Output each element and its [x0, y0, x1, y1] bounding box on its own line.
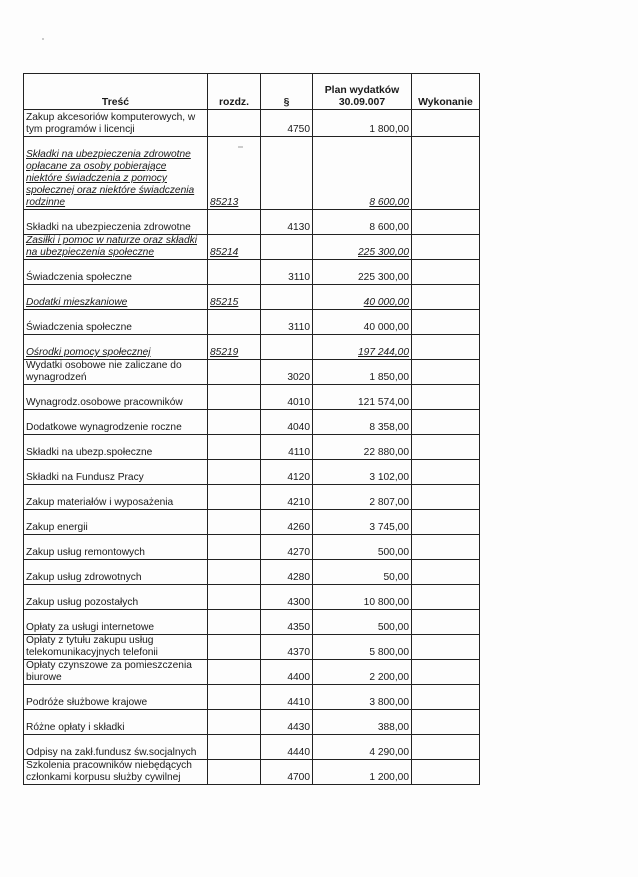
row-tresc: Dodatkowe wynagrodzenie roczne	[24, 410, 208, 435]
row-plan: 10 800,00	[313, 585, 412, 610]
row-paragraf: 4700	[261, 760, 313, 785]
row-tresc: Odpisy na zakł.fundusz św.socjalnych	[24, 735, 208, 760]
row-wykonanie	[412, 685, 480, 710]
row-plan: 1 200,00	[313, 760, 412, 785]
row-tresc: Wydatki osobowe nie zaliczane do wynagrodzeń	[24, 360, 208, 385]
row-wykonanie	[412, 110, 480, 137]
row-paragraf: 4130	[261, 210, 313, 235]
row-rozdz	[208, 360, 261, 385]
row-paragraf: 4010	[261, 385, 313, 410]
row-rozdz	[208, 585, 261, 610]
row-plan: 22 880,00	[313, 435, 412, 460]
row-rozdz	[208, 735, 261, 760]
row-paragraf: 4270	[261, 535, 313, 560]
row-rozdz	[208, 760, 261, 785]
row-rozdz	[208, 510, 261, 535]
table-row	[24, 610, 480, 635]
row-rozdz	[208, 485, 261, 510]
row-plan: 388,00	[313, 710, 412, 735]
row-wykonanie	[412, 310, 480, 335]
table-row	[24, 735, 480, 760]
row-plan: 8 358,00	[313, 410, 412, 435]
row-tresc: Zakup usług zdrowotnych	[24, 560, 208, 585]
row-rozdz	[208, 410, 261, 435]
row-tresc: Opłaty z tytułu zakupu usług telekomunikacyjnych telefonii	[24, 635, 208, 660]
table-row-chapter	[24, 137, 480, 210]
row-tresc: Wynagrodz.osobowe pracowników	[24, 385, 208, 410]
row-rozdz: 85219	[208, 335, 261, 360]
row-plan: 500,00	[313, 535, 412, 560]
row-plan: 40 000,00	[313, 310, 412, 335]
row-paragraf: 3110	[261, 260, 313, 285]
row-paragraf: 4440	[261, 735, 313, 760]
row-paragraf	[261, 235, 313, 260]
row-wykonanie	[412, 710, 480, 735]
budget-table	[23, 73, 480, 785]
row-tresc: Zakup energii	[24, 510, 208, 535]
row-paragraf: 4040	[261, 410, 313, 435]
row-tresc: Świadczenia społeczne	[24, 260, 208, 285]
header-rozdz: rozdz.	[208, 74, 261, 110]
scan-speck	[42, 38, 44, 40]
table-row	[24, 435, 480, 460]
row-tresc: Dodatki mieszkaniowe	[24, 285, 208, 310]
row-wykonanie	[412, 335, 480, 360]
row-wykonanie	[412, 510, 480, 535]
row-wykonanie	[412, 760, 480, 785]
row-rozdz	[208, 110, 261, 137]
row-tresc: Zakup usług pozostałych	[24, 585, 208, 610]
table-row	[24, 560, 480, 585]
table-row	[24, 310, 480, 335]
table-row	[24, 760, 480, 785]
row-plan: 8 600,00	[313, 210, 412, 235]
row-tresc: Składki na ubezpieczenia zdrowotne opłacane za osoby pobierające niektóre świadczenia z pomocy społecznej oraz niektóre świadczenia rodzinne	[24, 137, 208, 210]
row-rozdz: 85215	[208, 285, 261, 310]
row-paragraf	[261, 137, 313, 210]
row-rozdz	[208, 710, 261, 735]
row-paragraf: 4280	[261, 560, 313, 585]
row-tresc: Szkolenia pracowników niebędących członkami korpusu służby cywilnej	[24, 760, 208, 785]
row-tresc: Zasiłki i pomoc w naturze oraz składki na ubezpieczenia społeczne	[24, 235, 208, 260]
row-paragraf: 4120	[261, 460, 313, 485]
row-wykonanie	[412, 435, 480, 460]
row-rozdz: 85213	[208, 137, 261, 210]
row-rozdz	[208, 310, 261, 335]
table-row	[24, 260, 480, 285]
row-rozdz	[208, 685, 261, 710]
row-paragraf: 4400	[261, 660, 313, 685]
table-row-chapter	[24, 235, 480, 260]
row-rozdz	[208, 260, 261, 285]
row-plan: 3 745,00	[313, 510, 412, 535]
row-wykonanie	[412, 735, 480, 760]
row-plan: 197 244,00	[313, 335, 412, 360]
row-plan: 225 300,00	[313, 260, 412, 285]
row-tresc: Składki na ubezp.społeczne	[24, 435, 208, 460]
row-wykonanie	[412, 485, 480, 510]
row-rozdz	[208, 560, 261, 585]
row-plan: 3 800,00	[313, 685, 412, 710]
row-rozdz	[208, 660, 261, 685]
row-wykonanie	[412, 610, 480, 635]
table-row	[24, 660, 480, 685]
row-rozdz: 85214	[208, 235, 261, 260]
row-paragraf: 4110	[261, 435, 313, 460]
row-rozdz	[208, 385, 261, 410]
row-wykonanie	[412, 660, 480, 685]
table-row	[24, 585, 480, 610]
row-tresc: Opłaty za usługi internetowe	[24, 610, 208, 635]
row-wykonanie	[412, 460, 480, 485]
row-plan: 50,00	[313, 560, 412, 585]
row-plan: 121 574,00	[313, 385, 412, 410]
row-paragraf: 4750	[261, 110, 313, 137]
row-plan: 2 807,00	[313, 485, 412, 510]
row-wykonanie	[412, 360, 480, 385]
row-tresc: Ośrodki pomocy społecznej	[24, 335, 208, 360]
table-row-chapter	[24, 335, 480, 360]
row-tresc: Różne opłaty i składki	[24, 710, 208, 735]
row-rozdz	[208, 435, 261, 460]
row-paragraf: 3110	[261, 310, 313, 335]
row-plan: 2 200,00	[313, 660, 412, 685]
table-row	[24, 360, 480, 385]
table-row	[24, 485, 480, 510]
row-tresc: Składki na Fundusz Pracy	[24, 460, 208, 485]
row-plan: 5 800,00	[313, 635, 412, 660]
row-plan: 40 000,00	[313, 285, 412, 310]
header-tresc: Treść	[24, 74, 208, 110]
header-paragraf: §	[261, 74, 313, 110]
header-plan: Plan wydatków 30.09.007	[313, 74, 412, 110]
table-row	[24, 460, 480, 485]
row-plan: 4 290,00	[313, 735, 412, 760]
row-tresc: Zakup materiałów i wyposażenia	[24, 485, 208, 510]
table-row	[24, 510, 480, 535]
header-row	[24, 74, 480, 110]
table-row	[24, 385, 480, 410]
row-tresc: Świadczenia społeczne	[24, 310, 208, 335]
table-row	[24, 110, 480, 137]
row-paragraf: 4410	[261, 685, 313, 710]
row-paragraf	[261, 285, 313, 310]
row-paragraf: 4210	[261, 485, 313, 510]
row-paragraf: 4350	[261, 610, 313, 635]
row-wykonanie	[412, 235, 480, 260]
row-paragraf: 4370	[261, 635, 313, 660]
row-rozdz	[208, 460, 261, 485]
row-wykonanie	[412, 410, 480, 435]
row-wykonanie	[412, 635, 480, 660]
row-plan: 8 600,00	[313, 137, 412, 210]
row-paragraf: 4260	[261, 510, 313, 535]
row-wykonanie	[412, 385, 480, 410]
row-wykonanie	[412, 535, 480, 560]
row-paragraf: 4430	[261, 710, 313, 735]
table-row	[24, 535, 480, 560]
row-paragraf: 3020	[261, 360, 313, 385]
row-rozdz	[208, 635, 261, 660]
table-row	[24, 685, 480, 710]
row-wykonanie	[412, 260, 480, 285]
row-tresc: Podróże służbowe krajowe	[24, 685, 208, 710]
row-paragraf	[261, 335, 313, 360]
row-wykonanie	[412, 137, 480, 210]
row-plan: 1 800,00	[313, 110, 412, 137]
row-rozdz	[208, 535, 261, 560]
header-wykonanie: Wykonanie	[412, 74, 480, 110]
table-row-chapter	[24, 285, 480, 310]
row-rozdz	[208, 210, 261, 235]
row-rozdz	[208, 610, 261, 635]
row-wykonanie	[412, 285, 480, 310]
row-tresc: Zakup usług remontowych	[24, 535, 208, 560]
row-plan: 500,00	[313, 610, 412, 635]
row-wykonanie	[412, 585, 480, 610]
row-plan: 3 102,00	[313, 460, 412, 485]
row-plan: 225 300,00	[313, 235, 412, 260]
table-row	[24, 410, 480, 435]
row-wykonanie	[412, 210, 480, 235]
row-plan: 1 850,00	[313, 360, 412, 385]
row-wykonanie	[412, 560, 480, 585]
row-tresc: Składki na ubezpieczenia zdrowotne	[24, 210, 208, 235]
table-row	[24, 210, 480, 235]
row-paragraf: 4300	[261, 585, 313, 610]
row-tresc: Zakup akcesoriów komputerowych, w tym programów i licencji	[24, 110, 208, 137]
table-row	[24, 710, 480, 735]
row-tresc: Opłaty czynszowe za pomieszczenia biurowe	[24, 660, 208, 685]
table-row	[24, 635, 480, 660]
